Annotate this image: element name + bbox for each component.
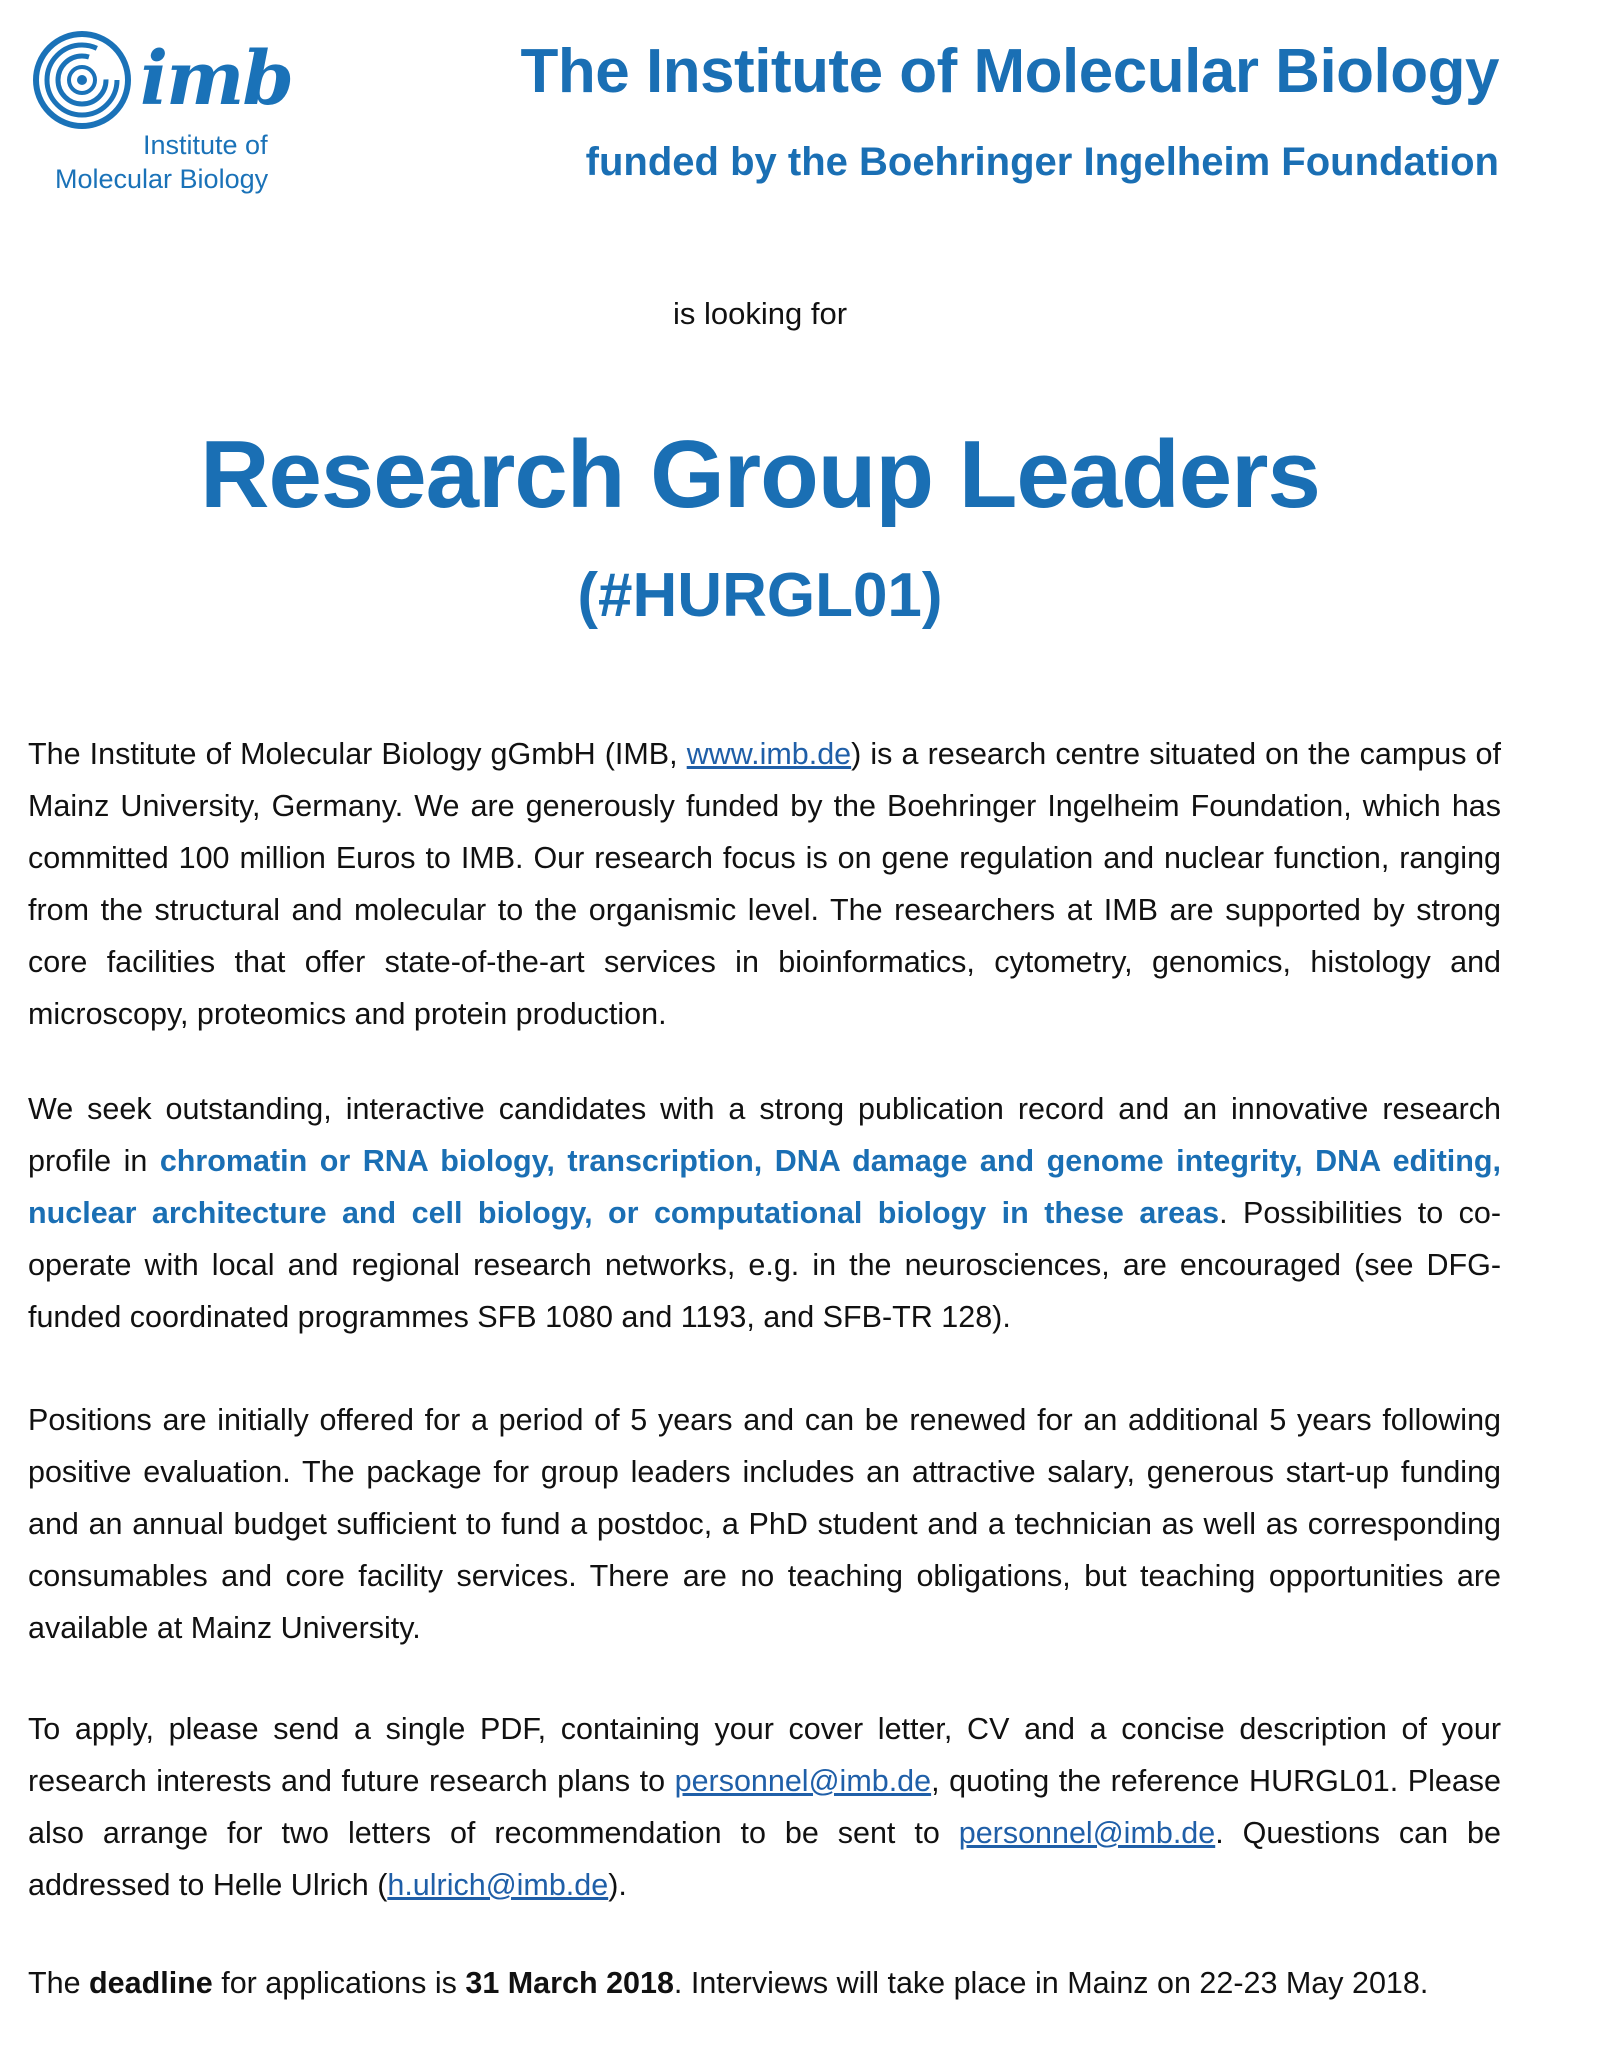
page-subtitle: funded by the Boehringer Ingelheim Foundation bbox=[585, 140, 1499, 184]
deadline-date: 31 March 2018 bbox=[465, 1966, 674, 2000]
logo-line-2: Molecular Biology bbox=[55, 164, 269, 194]
personnel-email-link-2[interactable]: personnel@imb.de bbox=[958, 1816, 1216, 1850]
logo-line-1: Institute of bbox=[143, 130, 268, 160]
p5-text-a: The bbox=[28, 1966, 90, 2000]
paragraph-apply bbox=[28, 1703, 1501, 1911]
website-link[interactable]: www.imb.de bbox=[686, 737, 852, 771]
contact-email-link[interactable]: h.ulrich@imb.de bbox=[387, 1868, 609, 1902]
paragraph-about bbox=[28, 728, 1501, 1040]
paragraph-deadline bbox=[28, 1957, 1501, 2009]
paragraph-profile bbox=[28, 1083, 1501, 1343]
p1-text-a: The Institute of Molecular Biology gGmbH (IMB, bbox=[28, 737, 687, 771]
research-areas-highlight: chromatin or RNA biology, transcription, DNA damage and genome integrity, DNA editing, nuclear architecture and cell biology, or computational biology in these areas bbox=[28, 1144, 1501, 1230]
p4-text-a: To apply, please send a single PDF, containing your cover letter, CV and a concise description of your research interests and future research plans to bbox=[28, 1712, 1501, 1798]
personnel-email-link[interactable]: personnel@imb.de bbox=[674, 1764, 932, 1798]
paragraph-positions: Positions are initially offered for a period of 5 years and can be renewed for an additional 5 years following positive evaluation. The package for group leaders includes an attractive salary, generous start-up funding and an annual budget sufficient to fund a postdoc, a PhD student and a technician as well as corresponding consumables and core facility services. There are no teaching obligations, but teaching opportunities are available at Mainz University. bbox=[28, 1403, 1501, 1645]
p4-text-c: . Questions can be addressed to Helle Ulrich ( bbox=[28, 1816, 1501, 1902]
reference-code: (#HURGL01) bbox=[577, 561, 943, 630]
imb-logo bbox=[30, 28, 300, 198]
deadline-label: deadline bbox=[89, 1966, 213, 2000]
p2-text-b: . Possibilities to co-operate with local and regional research networks, e.g. in the neurosciences, are encouraged (see DFG-funded coordinated programmes SFB 1080 and 1193, and SFB-TR 128). bbox=[28, 1196, 1501, 1334]
p1-text-b: ) is a research centre situated on the campus of Mainz University, Germany. We are generously funded by the Boehringer Ingelheim Foundation, which has committed 100 million Euros to IMB. Our research focus is on gene regulation and nuclear function, ranging from the structural and molecular to the organismic level. The researchers at IMB are supported by strong core facilities that offer state-of-the-art services in bioinformatics, cytometry, genomics, histology and microscopy, proteomics and protein production. bbox=[28, 737, 1501, 1031]
intro-text: is looking for bbox=[672, 296, 848, 331]
spiral-logo-icon bbox=[30, 28, 140, 138]
logo-wordmark: imb bbox=[140, 36, 293, 122]
p4-text-b: , quoting the reference HURGL01. Please also arrange for two letters of recommendation to be sent to bbox=[28, 1764, 1502, 1850]
page-title: The Institute of Molecular Biology bbox=[520, 37, 1499, 106]
p4-text-d: ). bbox=[608, 1868, 627, 1902]
position-headline: Research Group Leaders bbox=[200, 421, 1320, 528]
p5-text-b: for applications is bbox=[212, 1966, 466, 2000]
p5-text-c: . Interviews will take place in Mainz on 22-23 May 2018. bbox=[673, 1966, 1429, 2000]
p2-text-a: We seek outstanding, interactive candidates with a strong publication record and an innovative research profile in bbox=[28, 1092, 1501, 1178]
